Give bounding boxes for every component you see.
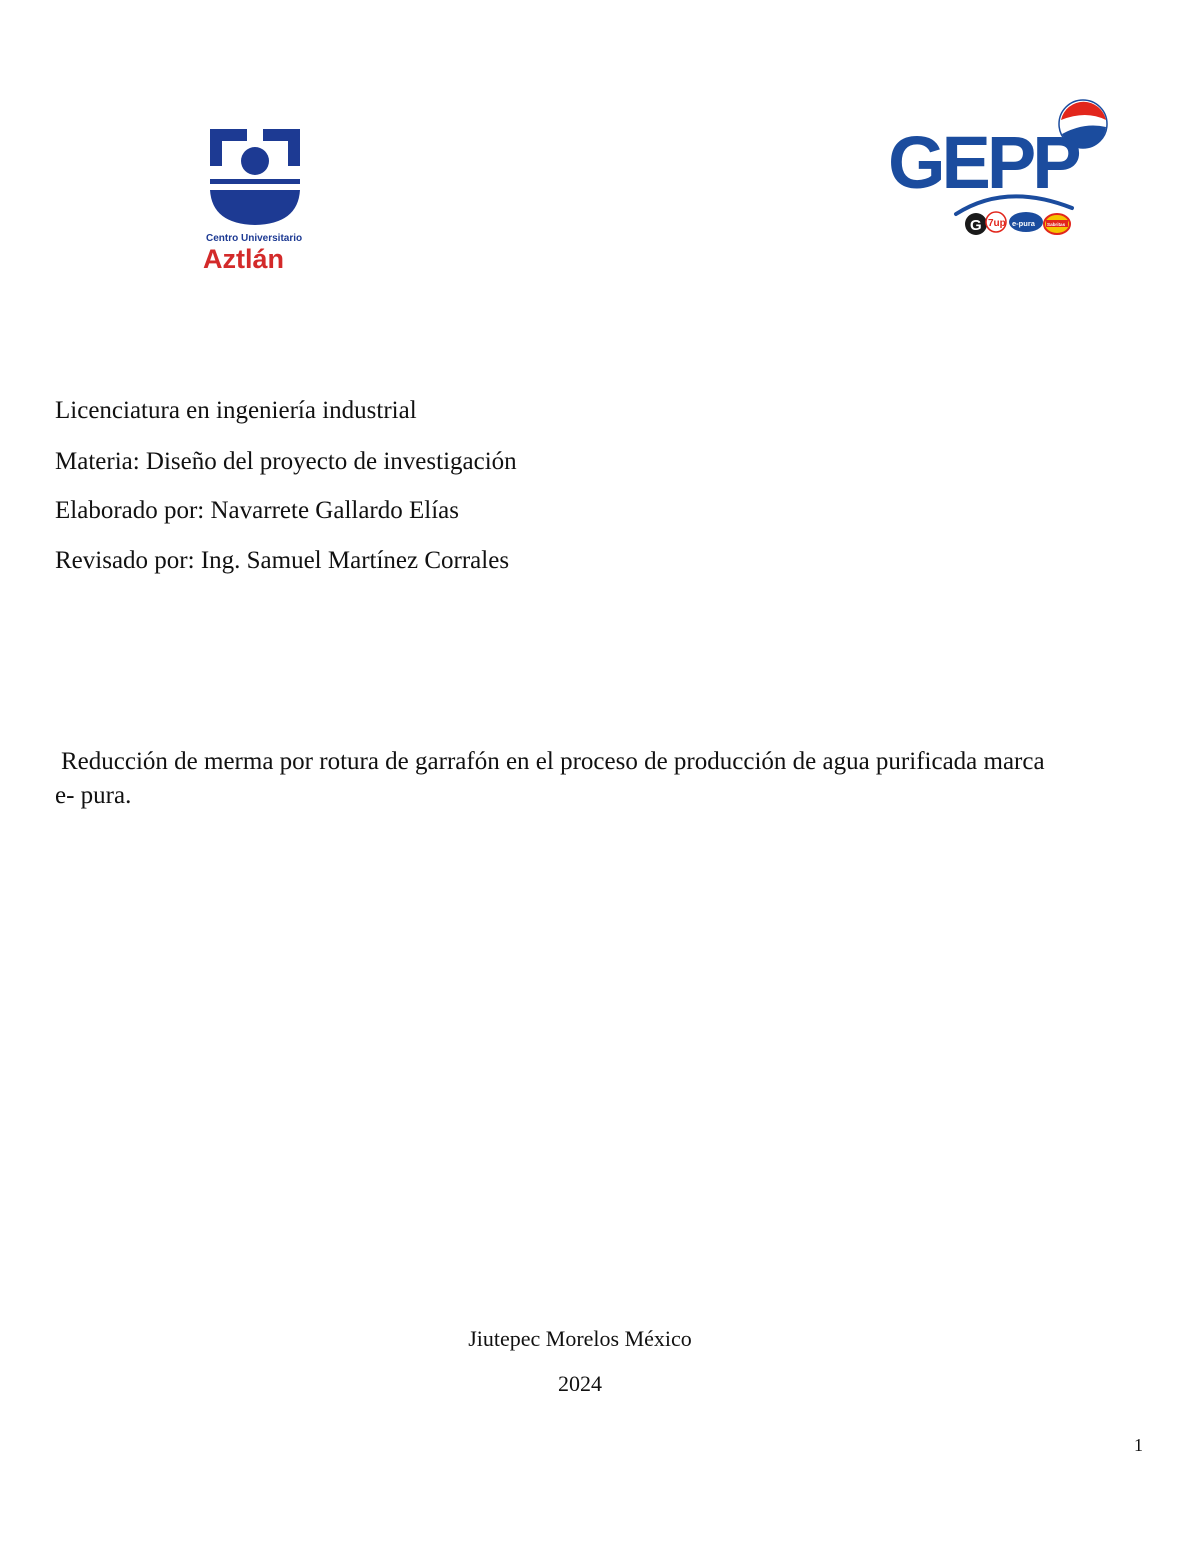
aztlan-logo-line1: Centro Universitario	[206, 233, 303, 244]
gepp-wordmark: GEPP	[888, 121, 1078, 204]
project-title	[55, 745, 1155, 813]
gepp-logo	[886, 94, 1112, 240]
location-line: Jiutepec Morelos México	[468, 1326, 692, 1351]
degree-line: Licenciatura en ingeniería industrial	[55, 397, 417, 424]
svg-text:7up: 7up	[988, 218, 1006, 229]
epura-mark-icon	[1009, 212, 1043, 232]
page-number: 1	[1134, 1435, 1143, 1455]
author-line: Elaborado por: Navarrete Gallardo Elías	[55, 497, 459, 524]
gepp-logo-graphic	[886, 94, 1112, 240]
svg-text:Sabritas: Sabritas	[1047, 222, 1066, 227]
project-title-line2: e- pura.	[55, 782, 132, 809]
gepp-brand-marks	[965, 212, 1070, 235]
aztlan-logo-line2: Aztlán	[203, 244, 284, 274]
aztlan-logo	[198, 124, 312, 274]
svg-text:e-pura: e-pura	[1012, 219, 1035, 228]
reviewer-line: Revisado por: Ing. Samuel Martínez Corrales	[55, 547, 510, 574]
sabritas-mark-icon	[1044, 214, 1070, 234]
subject-line: Materia: Diseño del proyecto de investigación	[55, 448, 517, 475]
svg-text:G: G	[970, 217, 982, 234]
sevenup-mark-icon	[986, 212, 1006, 232]
aztlan-emblem-icon	[198, 124, 312, 274]
gatorade-mark-icon	[965, 213, 987, 235]
project-title-line1: Reducción de merma por rotura de garrafón en el proceso de producción de agua purificada marca	[61, 748, 1045, 775]
year-line: 2024	[558, 1371, 602, 1396]
